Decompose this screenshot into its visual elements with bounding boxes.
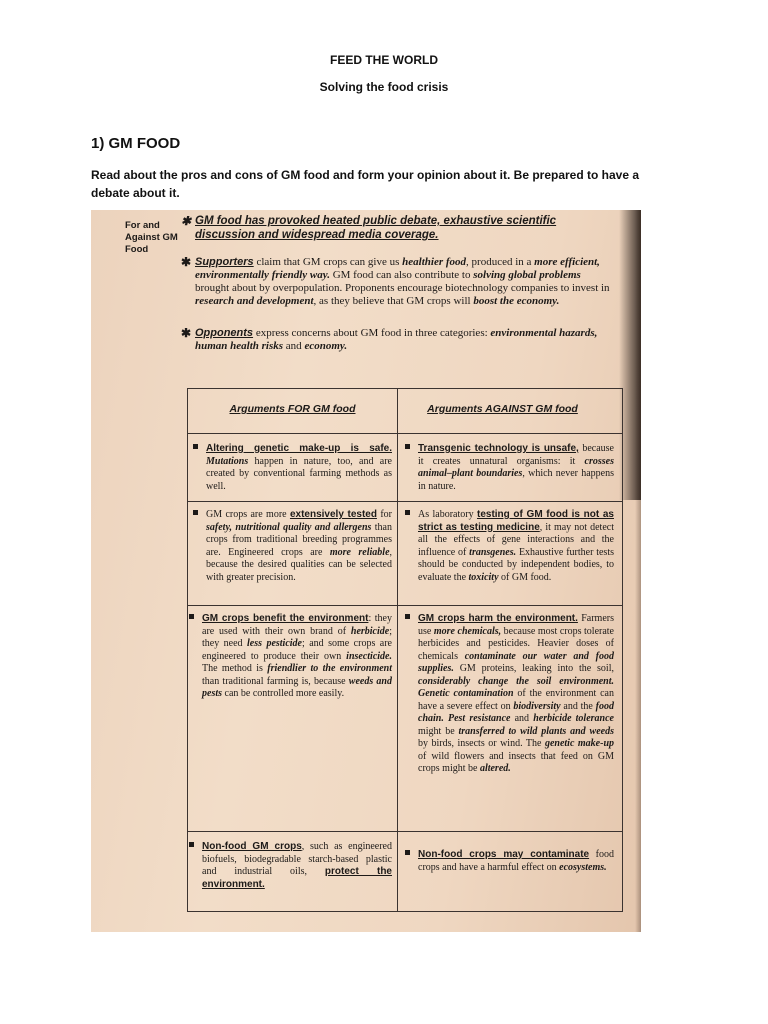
text-segment: , because the desired qualities can be selected with greater precision. bbox=[206, 546, 393, 583]
text-segment: extensively tested bbox=[289, 509, 377, 520]
text-segment: altered. bbox=[479, 763, 511, 774]
cell-for-row-4 bbox=[202, 841, 392, 891]
text-segment: research and development bbox=[195, 295, 314, 307]
page-edge-shadow bbox=[635, 210, 641, 932]
text-segment: ; they need bbox=[202, 625, 392, 649]
text-segment: insecticide. bbox=[346, 650, 392, 662]
row-divider bbox=[188, 831, 622, 832]
text-segment: Supporters bbox=[195, 256, 254, 268]
text-segment: toxicity bbox=[468, 571, 499, 583]
header-against: Arguments AGAINST GM food bbox=[427, 403, 578, 415]
bullet-square-icon bbox=[189, 614, 194, 619]
bullet-square-icon bbox=[193, 444, 198, 449]
text-segment: environmental hazards, human health risks bbox=[195, 327, 598, 352]
text-segment: GM crops benefit the environment bbox=[202, 613, 369, 624]
cell-for-row-1 bbox=[206, 443, 392, 493]
text-segment: economy. bbox=[304, 340, 348, 352]
cell-against-row-1 bbox=[418, 443, 614, 493]
text-segment: safety, nutritional quality and allergens bbox=[206, 521, 372, 533]
text-segment: and bbox=[510, 713, 534, 724]
bullet-square-icon bbox=[405, 510, 410, 515]
text-segment: more reliable bbox=[329, 546, 390, 558]
bullet-debate bbox=[181, 214, 615, 242]
text-segment: GM food has provoked heated public debate, exhaustive scientific discussion and widespread media coverage. bbox=[195, 215, 557, 241]
text-segment: ; and some crops are engineered to produce their own bbox=[202, 638, 392, 662]
bullet-square-icon bbox=[405, 444, 410, 449]
cell-for-row-3 bbox=[202, 613, 392, 701]
bullet-square-icon bbox=[189, 842, 194, 847]
text-segment: biodiversity bbox=[513, 700, 561, 712]
text-segment: boost the economy. bbox=[473, 295, 560, 307]
text-segment: protect the environment. bbox=[202, 866, 392, 890]
text-segment: herbicide tolerance bbox=[533, 713, 614, 724]
cell-for-row-2 bbox=[206, 509, 392, 584]
text-segment: healthier food bbox=[402, 256, 467, 268]
text-segment: , it may not detect all the effects of gene interactions and the influence of bbox=[418, 521, 614, 558]
asterisk-icon: ✱ bbox=[181, 255, 192, 269]
instructions-text: Read about the pros and cons of GM food and form your opinion about it. Be prepared to have a debate about it. bbox=[91, 168, 640, 200]
text-segment: , such as engineered biofuels, biodegradable starch-based plastic and industrial oils, bbox=[202, 841, 392, 877]
text-segment: because it creates unnatural organisms: it bbox=[418, 443, 614, 467]
text-segment: because most crops tolerate herbicides and pesticides. Heavier doses of chemicals bbox=[418, 625, 614, 662]
text-segment: GM crops are more bbox=[206, 509, 290, 520]
bullet-opponents bbox=[181, 326, 615, 353]
text-segment: can be controlled more easily. bbox=[222, 688, 345, 699]
text-segment: friendlier to the environment bbox=[267, 663, 393, 674]
arguments-table bbox=[187, 388, 623, 912]
bullet-supporters bbox=[181, 255, 615, 308]
text-segment: transferred to wild plants and weeds bbox=[458, 725, 614, 737]
text-segment: solving global problems bbox=[473, 269, 581, 281]
text-segment: Non-food crops may contaminate bbox=[418, 849, 590, 860]
column-divider bbox=[397, 389, 398, 911]
text-segment: Farmers use bbox=[418, 613, 614, 637]
side-label: For and Against GM Food bbox=[125, 220, 178, 255]
section-heading: 1) GM FOOD bbox=[91, 135, 181, 152]
text-segment: might be bbox=[418, 725, 459, 737]
text-segment: of GM food. bbox=[498, 571, 552, 583]
text-segment: food chain. Pest resistance bbox=[418, 700, 614, 724]
document-subtitle: Solving the food crisis bbox=[319, 80, 449, 94]
text-segment: more efficient, environmentally friendly way. bbox=[195, 256, 600, 281]
text-segment: considerably change the soil environment. Genetic contamination bbox=[418, 675, 614, 699]
textbook-page-photo bbox=[91, 210, 641, 932]
text-segment: happen in nature, too, and are created by conventional farming methods as well. bbox=[206, 455, 392, 492]
document-title: FEED THE WORLD bbox=[330, 53, 438, 67]
cell-against-row-2 bbox=[418, 509, 614, 584]
text-segment: : they are used with their own brand of bbox=[202, 613, 392, 637]
text-segment: and bbox=[283, 340, 305, 352]
text-segment: testing of GM food is not as strict as testing medicine bbox=[418, 509, 614, 533]
text-segment: Exhaustive further tests should be conducted by independent bodies, to evaluate the bbox=[418, 546, 614, 583]
asterisk-icon: ✱ bbox=[181, 214, 192, 228]
text-segment: , as they believe that GM crops will bbox=[313, 295, 474, 307]
bullet-square-icon bbox=[405, 614, 410, 619]
text-segment: brought about by overpopulation. Proponents encourage biotechnology companies to invest in bbox=[195, 282, 610, 294]
text-segment: of the environment can have a severe effect on bbox=[418, 688, 615, 712]
row-divider bbox=[188, 501, 622, 502]
text-segment: and the bbox=[560, 700, 596, 712]
text-segment: Opponents bbox=[195, 327, 254, 339]
text-segment: As laboratory bbox=[418, 509, 477, 520]
text-segment: for bbox=[376, 509, 392, 520]
bullet-square-icon bbox=[193, 510, 198, 515]
text-segment: ecosystems. bbox=[559, 861, 607, 873]
text-segment: weeds and pests bbox=[202, 675, 392, 699]
text-segment: Mutations bbox=[206, 455, 249, 467]
asterisk-icon: ✱ bbox=[181, 326, 192, 340]
header-for: Arguments FOR GM food bbox=[229, 403, 356, 415]
text-segment: food crops and have a harmful effect on bbox=[418, 849, 614, 873]
cell-against-row-4 bbox=[418, 849, 614, 874]
text-segment: transgenes. bbox=[469, 546, 517, 558]
text-segment: more chemicals, bbox=[433, 625, 502, 637]
cell-against-row-3 bbox=[418, 613, 614, 776]
text-segment: GM crops harm the environment. bbox=[418, 613, 578, 624]
text-segment: herbicide bbox=[350, 625, 390, 637]
text-segment: , produced in a bbox=[466, 256, 535, 268]
text-segment: Altering genetic make-up is safe. bbox=[206, 443, 392, 454]
text-segment: crosses animal–plant boundaries bbox=[418, 455, 614, 479]
text-segment: less pesticide bbox=[247, 638, 302, 649]
text-segment: express concerns about GM food in three categories: bbox=[253, 327, 491, 339]
text-segment: by birds, insects or wind. The bbox=[418, 738, 545, 749]
text-segment: GM proteins, leaking into the soil, bbox=[453, 663, 614, 674]
text-segment: claim that GM crops can give us bbox=[253, 256, 403, 268]
row-divider bbox=[188, 433, 622, 434]
text-segment: genetic make-up bbox=[544, 738, 614, 749]
text-segment: than traditional farming is, because bbox=[202, 675, 349, 687]
text-segment: contaminate our water and food supplies. bbox=[418, 650, 614, 674]
text-segment: Transgenic technology is unsafe, bbox=[418, 443, 579, 454]
bullet-square-icon bbox=[405, 850, 410, 855]
text-segment: than crops from traditional breeding programmes are. Engineered crops are bbox=[206, 521, 392, 558]
text-segment: of wild flowers and insects that feed on GM crops might be bbox=[418, 750, 614, 774]
text-segment: GM food can also contribute to bbox=[329, 269, 474, 281]
text-segment: , which never happens in nature. bbox=[418, 468, 614, 492]
text-segment: Non-food GM crops bbox=[202, 841, 302, 852]
text-segment: The method is bbox=[202, 663, 268, 674]
row-divider bbox=[188, 605, 622, 606]
